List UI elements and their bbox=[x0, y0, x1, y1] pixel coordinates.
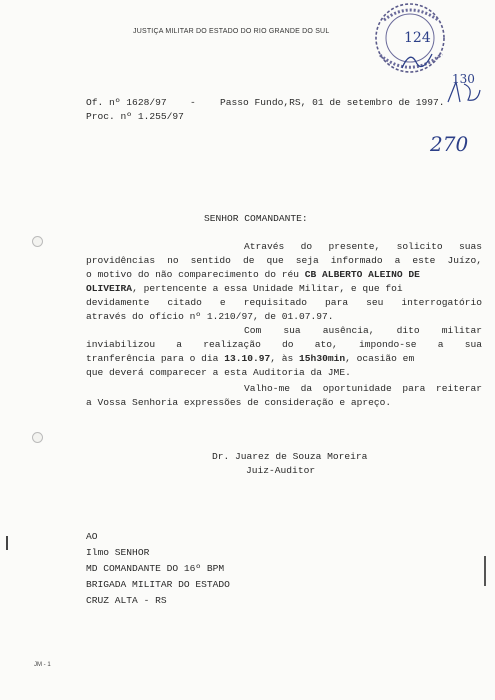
body-line: a Vossa Senhoria expressões de consideração e apreço. bbox=[86, 397, 392, 408]
body-line: que deverá comparecer a esta Auditoria da JME. bbox=[86, 367, 351, 378]
stamp-signature-scribble bbox=[398, 48, 438, 73]
body-line: OLIVEIRA, pertencente a essa Unidade Militar, e que foi bbox=[86, 283, 403, 294]
salutation: SENHOR COMANDANTE: bbox=[204, 213, 308, 224]
stamp-number: 124 bbox=[404, 30, 431, 46]
signatory-title: Juiz-Auditor bbox=[246, 465, 316, 476]
recipient-line: Ilmo SENHOR bbox=[86, 547, 150, 558]
body-line: devidamente citado e requisitado para seu interrogatório bbox=[86, 297, 482, 308]
new-time: 15h30min bbox=[299, 353, 346, 364]
punch-hole bbox=[32, 432, 43, 443]
form-code: JM - 1 bbox=[34, 662, 51, 668]
new-date: 13.10.97 bbox=[224, 353, 271, 364]
recipient-line: AO bbox=[86, 531, 98, 542]
body-line: Valho-me da oportunidade para reiterar bbox=[244, 383, 482, 394]
body-line: providências no sentido de que seja informado a este Juízo, bbox=[86, 255, 482, 266]
recipient-line: BRIGADA MILITAR DO ESTADO bbox=[86, 579, 230, 590]
recipient-line: MD COMANDANTE DO 16º BPM bbox=[86, 563, 225, 574]
defendant-surname: OLIVEIRA bbox=[86, 283, 133, 294]
margin-initials-scribble bbox=[444, 78, 484, 108]
body-line: Através do presente, solicito suas bbox=[244, 241, 482, 252]
letterhead-title: JUSTIÇA MILITAR DO ESTADO DO RIO GRANDE DO SUL bbox=[133, 28, 330, 35]
page-number-handwritten: 270 bbox=[430, 132, 469, 156]
body-line: o motivo do não comparecimento do réu CB ALBERTO ALEINO DE bbox=[86, 269, 420, 280]
place-date: Passo Fundo,RS, 01 de setembro de 1997. bbox=[220, 97, 445, 108]
margin-note: 130 bbox=[452, 72, 475, 86]
body-line: através do ofício nº 1.210/97, de 01.07.97. bbox=[86, 311, 334, 322]
body-line: inviabilizou a realização do ato, impondo-se a sua bbox=[86, 339, 482, 350]
process-number: Proc. nº 1.255/97 bbox=[86, 111, 184, 122]
signatory-name: Dr. Juarez de Souza Moreira bbox=[212, 451, 368, 462]
body-line: tranferência para o dia 13.10.97, às 15h30min, ocasião em bbox=[86, 353, 415, 364]
defendant-name: CB ALBERTO ALEINO DE bbox=[304, 269, 420, 280]
scan-edge-mark bbox=[6, 536, 8, 550]
body-line: Com sua ausência, dito militar bbox=[244, 325, 482, 336]
recipient-line: CRUZ ALTA - RS bbox=[86, 595, 167, 606]
scan-edge-mark bbox=[484, 556, 486, 586]
meta-dash: - bbox=[190, 97, 196, 108]
office-number: Of. nº 1628/97 bbox=[86, 97, 167, 108]
punch-hole bbox=[32, 236, 43, 247]
